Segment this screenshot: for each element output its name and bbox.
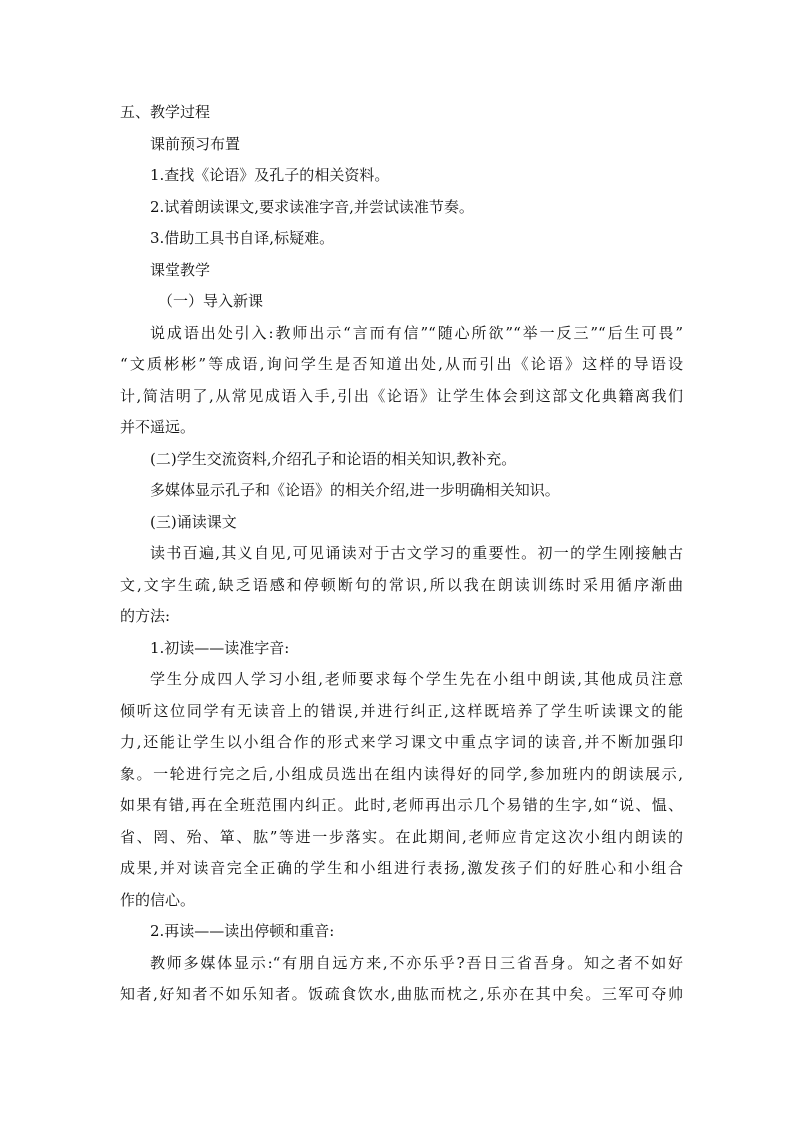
paragraph-line: 说成语出处引入:教师出示“言而有信”“随心所欲”“举一反三”“后生可畏” bbox=[150, 323, 683, 342]
list-item: 2.再读——读出停顿和重音: bbox=[150, 922, 335, 940]
paragraph-line: 象。一轮进行完之后,小组成员选出在组内读得好的同学,参加班内的朗读展示, bbox=[120, 764, 683, 783]
list-item: 1.初读——读准字音: bbox=[150, 638, 290, 657]
section-heading: 五、教学过程 bbox=[120, 103, 211, 121]
document-body bbox=[120, 97, 683, 1011]
paragraph-line: “文质彬彬”等成语,询问学生是否知道出处,从而引出《论语》这样的导语设 bbox=[120, 355, 683, 373]
paragraph-line: 多媒体显示孔子和《论语》的相关介绍,进一步明确相关知识。 bbox=[150, 481, 560, 499]
subsection-heading: （一）导入新课 bbox=[158, 292, 264, 310]
paragraph-line: 如果有错,再在全班范围内纠正。此时,老师再出示几个易错的生字,如“说、愠、 bbox=[120, 796, 683, 814]
paragraph-line: 作的信心。 bbox=[120, 890, 196, 909]
list-item: 2.试着朗读课文,要求读准字音,并尝试读准节奏。 bbox=[150, 197, 474, 216]
subheading-preview: 课前预习布置 bbox=[150, 134, 241, 153]
paragraph-line: 成果,并对读音完全正确的学生和小组进行表扬,激发孩子们的好胜心和小组合 bbox=[120, 859, 683, 877]
subsection-heading: (三)诵读课文 bbox=[150, 512, 237, 531]
list-item: 1.查找《论语》及孔子的相关资料。 bbox=[150, 166, 390, 184]
paragraph-line: 知者,好知者不如乐知者。饭疏食饮水,曲肱而枕之,乐亦在其中矣。三军可夺帅 bbox=[120, 985, 683, 1003]
list-item: 3.借助工具书自译,标疑难。 bbox=[150, 229, 335, 247]
paragraph-line: 省、罔、殆、箪、肱”等进一步落实。在此期间,老师应肯定这次小组内朗读的 bbox=[120, 827, 683, 846]
subheading-classroom: 课堂教学 bbox=[150, 260, 211, 279]
paragraph-line: 学生分成四人学习小组,老师要求每个学生先在小组中朗读,其他成员注意 bbox=[150, 670, 683, 688]
paragraph-line: 读书百遍,其义自见,可见诵读对于古文学习的重要性。初一的学生刚接触古 bbox=[150, 544, 683, 562]
paragraph-line: 文,文字生疏,缺乏语感和停顿断句的常识,所以我在朗读训练时采用循序渐曲 bbox=[120, 575, 683, 594]
subsection-heading: (二)学生交流资料,介绍孔子和论语的相关知识,教补充。 bbox=[150, 449, 517, 468]
paragraph-line: 并不遥远。 bbox=[120, 418, 196, 436]
paragraph-line: 计,简洁明了,从常见成语入手,引出《论语》让学生体会到这部文化典籍离我们 bbox=[120, 386, 683, 405]
paragraph-line: 倾听这位同学有无读音上的错误,并进行纠正,这样既培养了学生听读课文的能 bbox=[120, 701, 683, 720]
paragraph-line: 的方法: bbox=[120, 607, 171, 625]
paragraph-line: 教师多媒体显示:“有朋自远方来,不亦乐乎?吾日三省吾身。知之者不如好 bbox=[150, 953, 683, 972]
paragraph-line: 力,还能让学生以小组合作的形式来学习课文中重点字词的读音,并不断加强印 bbox=[120, 733, 683, 751]
